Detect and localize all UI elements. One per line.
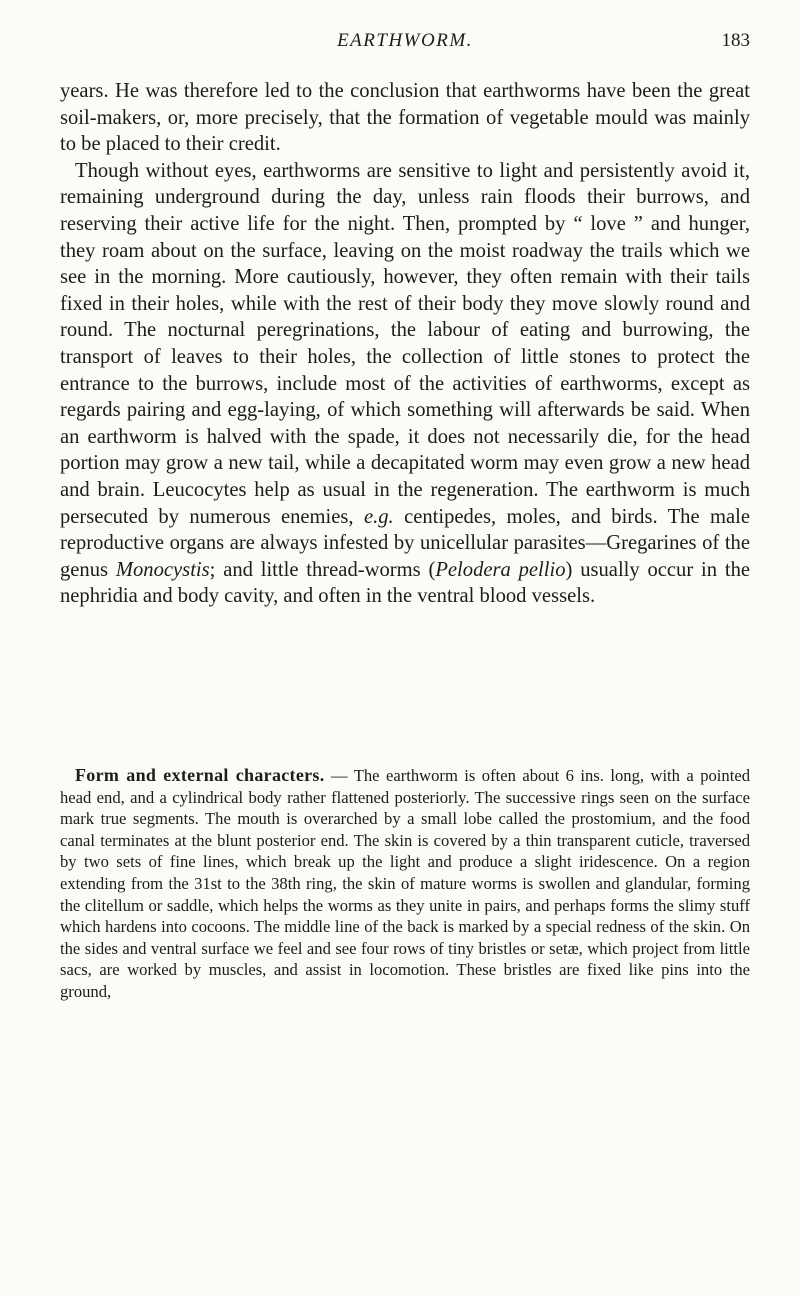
page-number: 183 [721,30,750,51]
paragraph-2 [60,158,750,610]
paragraph-2-text-d: ) usually occur in the nephridia and body cavity, and often in the ventral blood vessels. [60,558,751,608]
section-paragraph [60,765,750,1003]
species-pelodera: Pelodera pellio [435,558,566,581]
genus-monocystis: Monocystis [115,558,210,581]
section-heading: Form and external characters. [75,765,325,785]
eg-abbrev: e.g. [363,505,394,528]
paragraph-2-text-a: Though without eyes, earthworms are sensitive to light and persistently avoid it, remaining underground during the day, unless rain floods their burrows, and reserving their active life for the night. Then, prompted by “ love ” and hunger, they roam about on the surface, leaving on the moist roadway the trails which we see in the morning. More cautiously, however, they often remain with their tails fixed in their holes, while with the rest of their body they move slowly round and round. The nocturnal peregrinations, the labour of eating and burrowing, the transport of leaves to their holes, the collection of little stones to protect the entrance to the burrows, include most of the activities of earthworms, except as regards pairing and egg-laying, of which something will afterwards be said. When an earthworm is halved with the spade, it does not necessarily die, for the head portion may grow a new tail, while a decapitated worm may even grow a new head and brain. Leucocytes help as usual in the regeneration. The earthworm is much persecuted by numerous enemies, [60,159,750,528]
paragraph-1: years. He was therefore led to the conclusion that earthworms have been the great soil-makers, or, more precisely, that the formation of vegetable mould was mainly to be placed to their credit. [60,80,750,156]
paragraph-2-text-c: ; and little thread-worms ( [209,558,436,581]
section-text: — The earthworm is often about 6 ins. long, with a pointed head end, and a cylindrical body rather flattened posteriorly. The successive rings seen on the surface mark true segments. The mouth is overarched by a small lobe called the prostomium, and the food canal terminates at the blunt posterior end. The skin is covered by a thin transparent cuticle, traversed by two sets of fine lines, which break up the light and produce a slight iridescence. On a region extending from the 31st to the 38th ring, the skin of mature worms is swollen and glandular, forming the clitellum or saddle, which helps the worms as they unite in pairs, and perhaps forms the slimy stuff which hardens into cocoons. The middle line of the back is marked by a special redness of the skin. On the sides and ventral surface we feel and see four rows of tiny bristles or setæ, which project from little sacs, are worked by muscles, and assist in locomotion. These bristles are fixed like pins into the ground, [60,766,750,1001]
page-header [60,30,750,60]
running-head: EARTHWORM. [337,30,473,51]
main-text [60,78,750,610]
paragraph-2-text-b: centipedes, moles, and birds. The male reproductive organs are always infested by unicellular parasites—Gregarines of the genus [60,505,751,581]
